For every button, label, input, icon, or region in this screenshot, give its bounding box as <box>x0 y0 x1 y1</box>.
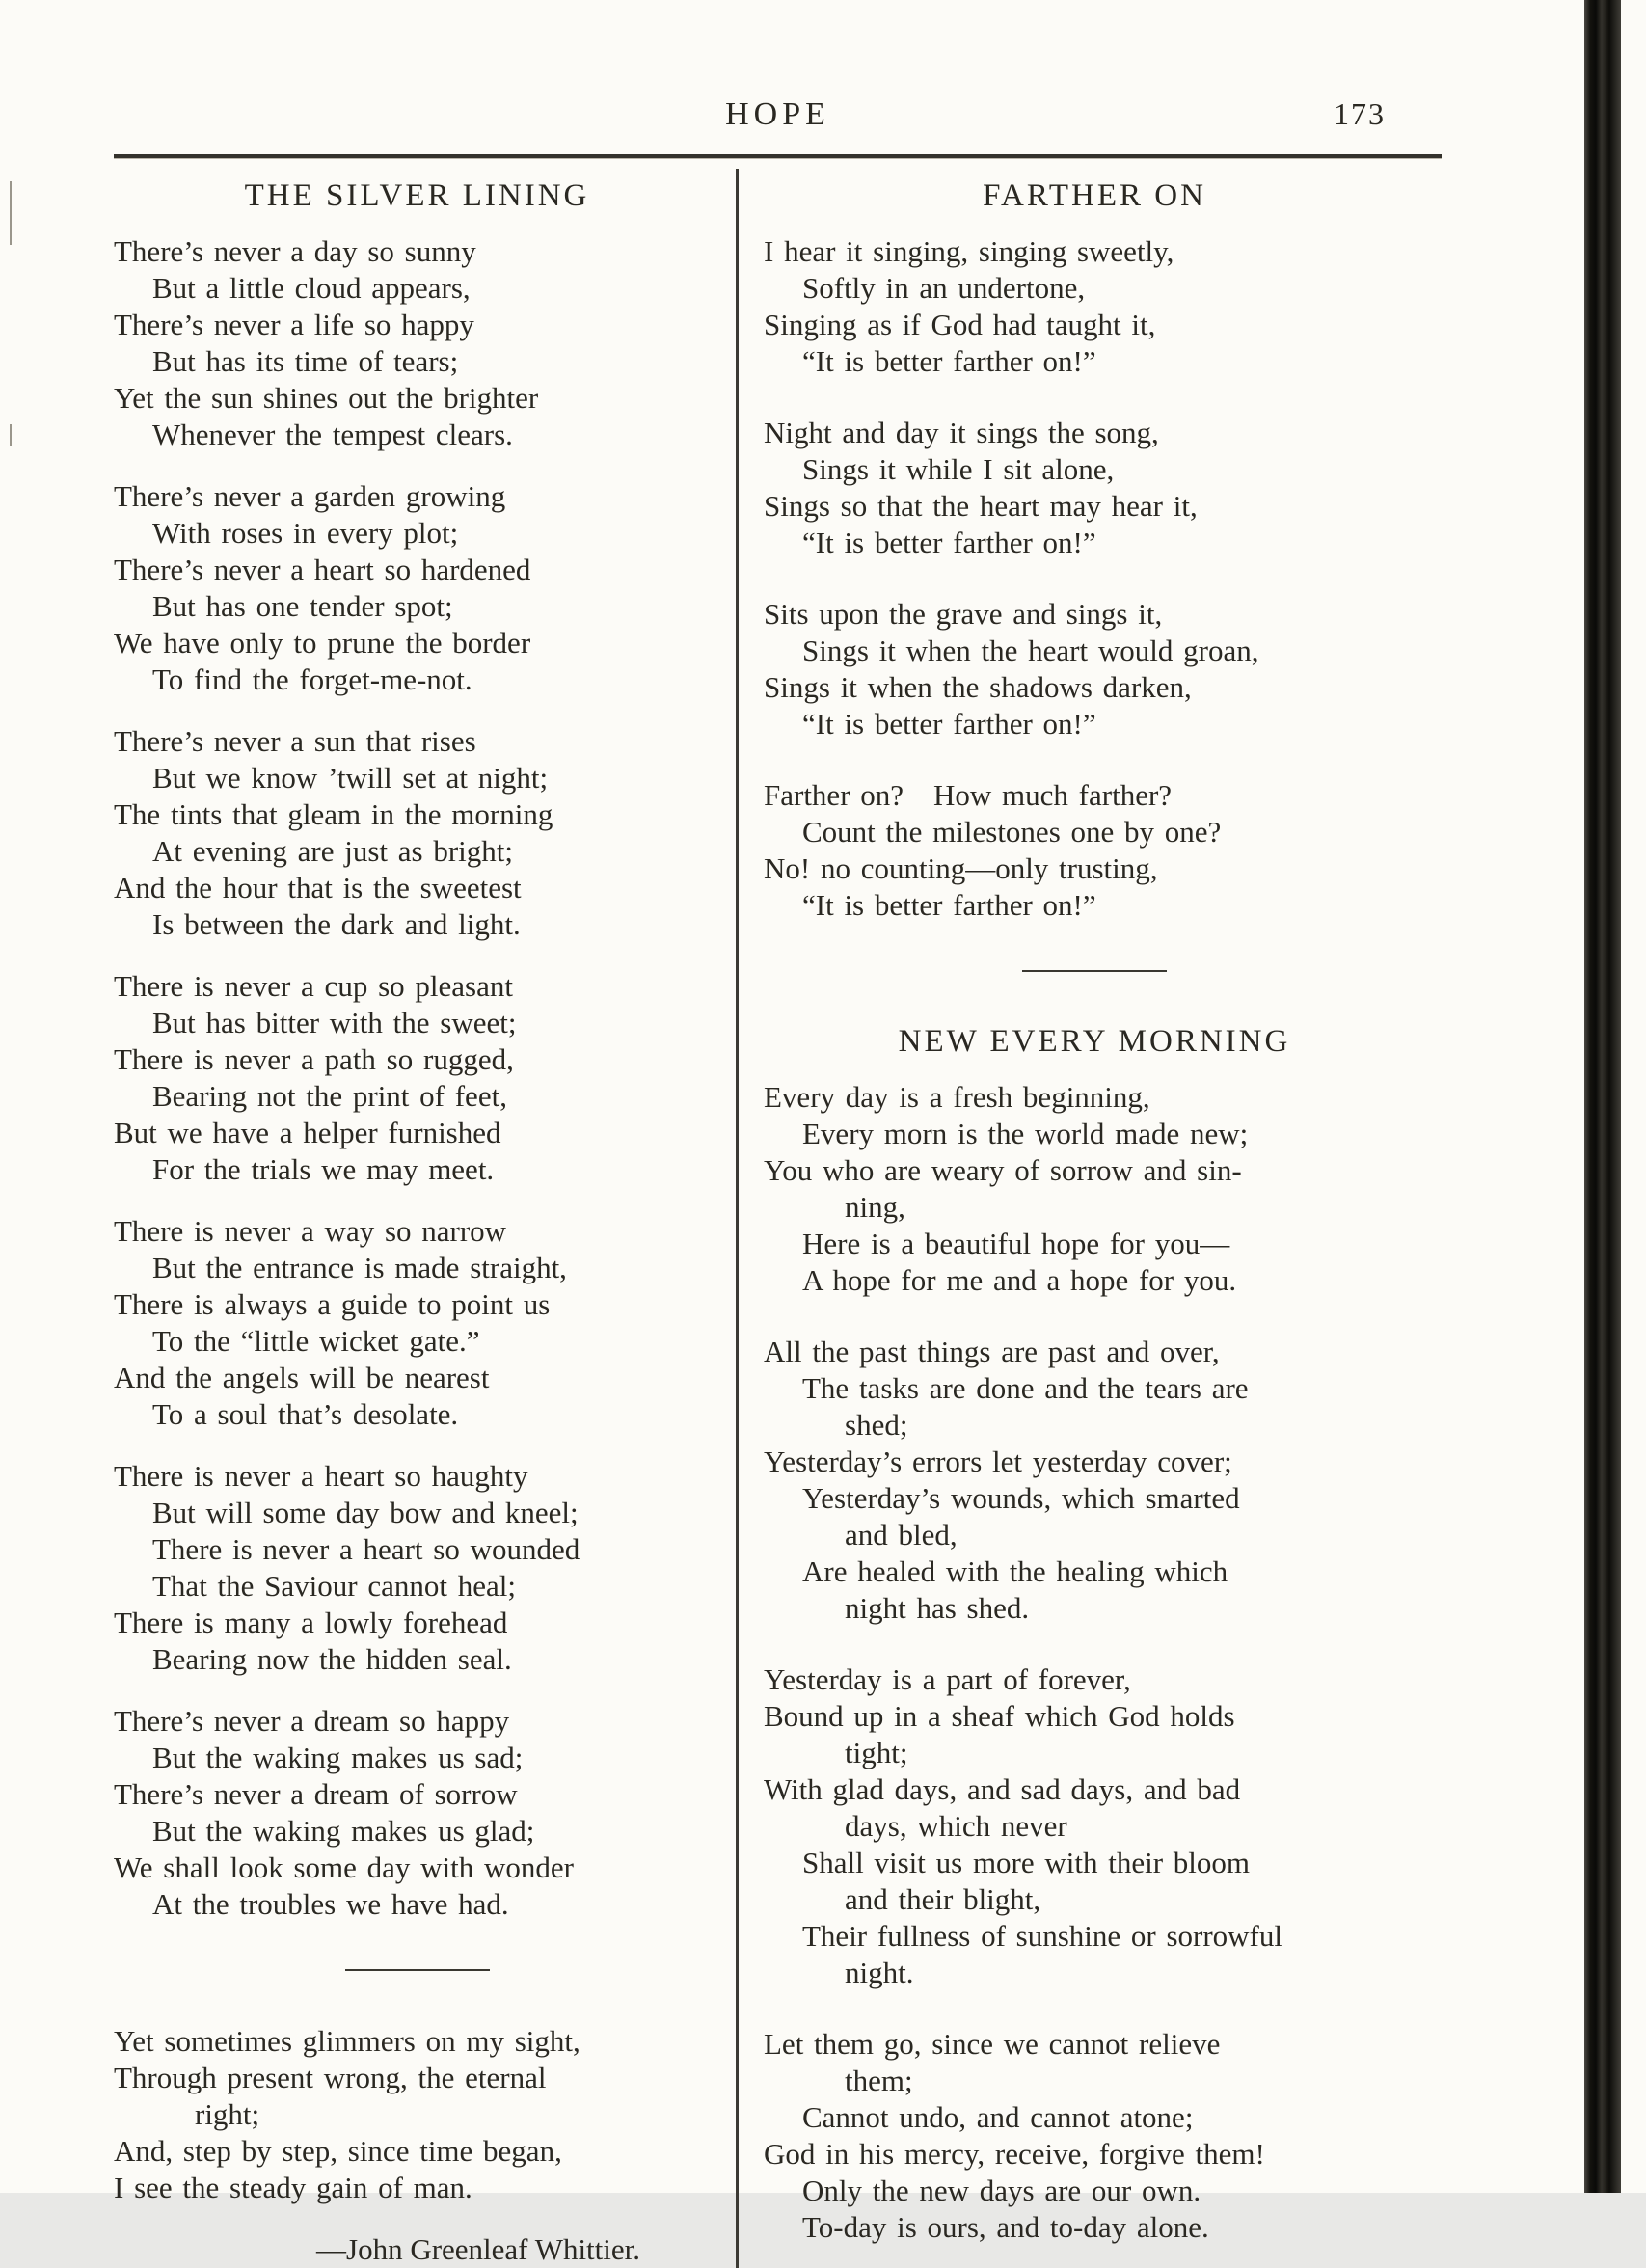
verse-line: But a little cloud appears, <box>152 271 471 305</box>
left-column <box>114 169 736 2268</box>
verse-line: Sings it when the heart would groan, <box>802 634 1259 667</box>
poem <box>764 1024 1425 2246</box>
verse-line: Their fullness of sunshine or sorrowful <box>802 1919 1282 1953</box>
verse-line: There is many a lowly forehead <box>114 1606 508 1639</box>
verse-line: I hear it singing, singing sweetly, <box>764 234 1174 268</box>
verse-line: Bound up in a sheaf which God holds <box>764 1699 1235 1733</box>
text-columns <box>114 169 1442 2268</box>
verse-line: Through present wrong, the eternal <box>114 2061 547 2094</box>
verse-line: You who are weary of sorrow and sin- <box>764 1153 1242 1187</box>
poem-title: FARTHER ON <box>983 178 1206 213</box>
verse-line: A hope for me and a hope for you. <box>802 1263 1237 1297</box>
verse-line: And the angels will be nearest <box>114 1361 490 1394</box>
verse-line: There’s never a heart so hardened <box>114 553 531 586</box>
verse-line: There’s never a life so happy <box>114 308 474 341</box>
verse-line: And the hour that is the sweetest <box>114 871 522 904</box>
verse-line: There’s never a dream so happy <box>114 1704 510 1738</box>
stanza <box>764 415 1425 561</box>
verse-line: Let them go, since we cannot relieve <box>764 2027 1221 2061</box>
verse-line: Count the milestones one by one? <box>802 815 1222 849</box>
stanza <box>114 2023 720 2206</box>
verse-line: There is never a cup so pleasant <box>114 969 513 1003</box>
stanza <box>114 478 720 698</box>
verse-line: The tasks are done and the tears are <box>802 1371 1249 1405</box>
verse-line: “It is better farther on!” <box>802 888 1096 922</box>
verse-line: Sings so that the heart may hear it, <box>764 489 1198 523</box>
stanza <box>764 1661 1425 1991</box>
poem <box>114 178 720 1923</box>
verse-line: Every day is a fresh beginning, <box>764 1080 1150 1114</box>
verse-line: But will some day bow and kneel; <box>152 1496 579 1529</box>
verse-line: Yesterday is a part of forever, <box>764 1662 1131 1696</box>
verse-line: Singing as if God had taught it, <box>764 308 1156 341</box>
verse-line: Yesterday’s wounds, which smarted <box>802 1481 1240 1515</box>
verse-line: God in his mercy, receive, forgive them! <box>764 2137 1265 2171</box>
verse-line: There is never a heart so wounded <box>152 1532 580 1566</box>
verse-line: We shall look some day with wonder <box>114 1850 574 1884</box>
verse-line: Only the new days are our own. <box>802 2174 1201 2207</box>
verse-line: Cannot undo, and cannot atone; <box>802 2100 1194 2134</box>
verse-line: “It is better farther on!” <box>802 344 1096 378</box>
verse-line: But has its time of tears; <box>152 344 459 378</box>
verse-line: There’s never a garden growing <box>114 479 506 513</box>
header-rule <box>114 154 1442 159</box>
verse-line: To the “little wicket gate.” <box>152 1324 480 1358</box>
running-title: HOPE <box>725 96 830 132</box>
verse-line: All the past things are past and over, <box>764 1335 1220 1368</box>
verse-line: shed; <box>845 1408 908 1442</box>
verse-line: But has bitter with the sweet; <box>152 1006 517 1040</box>
verse-line: Every morn is the world made new; <box>802 1117 1249 1150</box>
stanza <box>764 596 1425 742</box>
verse-line: But the waking makes us sad; <box>152 1741 524 1774</box>
verse-line: There is never a heart so haughty <box>114 1459 528 1493</box>
verse-line: We have only to prune the border <box>114 626 531 660</box>
verse-line: But we have a helper furnished <box>114 1116 501 1149</box>
verse-line: Yesterday’s errors let yesterday cover; <box>764 1444 1232 1478</box>
verse-line: There’s never a day so sunny <box>114 234 476 268</box>
verse-line: Farther on? How much farther? <box>764 778 1173 812</box>
verse-line: That the Saviour cannot heal; <box>152 1569 516 1603</box>
page-number: 173 <box>1334 96 1386 131</box>
verse-line: and their blight, <box>845 1882 1041 1916</box>
verse-line: At the troubles we have had. <box>152 1887 509 1921</box>
verse-line: There is never a path so rugged, <box>114 1042 514 1076</box>
verse-line: For the trials we may meet. <box>152 1152 495 1186</box>
stanza <box>114 1703 720 1923</box>
section-divider <box>345 1969 490 1971</box>
verse-line: To find the forget-me-not. <box>152 662 472 696</box>
verse-line: Is between the dark and light. <box>152 907 521 941</box>
verse-line: them; <box>845 2064 913 2097</box>
poem-attribution: —John Greenleaf Whittier. <box>316 2232 641 2266</box>
right-column <box>739 169 1425 2268</box>
verse-line: Sings it while I sit alone, <box>802 452 1115 486</box>
verse-line: ning, <box>845 1190 905 1224</box>
verse-line: Softly in an undertone, <box>802 271 1086 305</box>
stanza <box>764 777 1425 924</box>
verse-line: With roses in every plot; <box>152 516 459 550</box>
verse-line: At evening are just as bright; <box>152 834 513 868</box>
verse-line: And, step by step, since time began, <box>114 2134 562 2168</box>
verse-line: Are healed with the healing which <box>802 1554 1228 1588</box>
verse-line: Bearing now the hidden seal. <box>152 1642 512 1676</box>
poem <box>764 178 1425 924</box>
verse-line: To a soul that’s desolate. <box>152 1397 459 1431</box>
verse-line: But the waking makes us glad; <box>152 1814 535 1848</box>
stanza <box>764 1079 1425 1299</box>
verse-line: night has shed. <box>845 1591 1030 1625</box>
verse-line: But we know ’twill set at night; <box>152 761 549 795</box>
verse-line: I see the steady gain of man. <box>114 2171 472 2204</box>
verse-line: “It is better farther on!” <box>802 707 1096 741</box>
verse-line: The tints that gleam in the morning <box>114 797 553 831</box>
verse-line: Sings it when the shadows darken, <box>764 670 1192 704</box>
verse-line: There’s never a sun that rises <box>114 724 476 758</box>
verse-line: But has one tender spot; <box>152 589 453 623</box>
verse-line: There is never a way so narrow <box>114 1214 507 1248</box>
stanza <box>114 723 720 943</box>
verse-line: Bearing not the print of feet, <box>152 1079 507 1113</box>
verse-line: days, which never <box>845 1809 1067 1843</box>
stanza <box>114 1458 720 1678</box>
verse-line: night. <box>845 1956 914 1989</box>
verse-line: Yet the sun shines out the brighter <box>114 381 539 415</box>
verse-line: tight; <box>845 1736 908 1769</box>
stanza <box>764 1334 1425 1627</box>
verse-line: Sits upon the grave and sings it, <box>764 597 1163 631</box>
verse-line: No! no counting—only trusting, <box>764 851 1158 885</box>
stanza <box>764 233 1425 380</box>
book-binding-shadow <box>1584 0 1621 2193</box>
poem-title: THE SILVER LINING <box>244 178 590 213</box>
stanza <box>114 1213 720 1433</box>
verse-line: Here is a beautiful hope for you— <box>802 1227 1230 1260</box>
poem <box>114 2023 720 2268</box>
page-header <box>114 96 1442 141</box>
verse-line: There’s never a dream of sorrow <box>114 1777 518 1811</box>
verse-line: With glad days, and sad days, and bad <box>764 1772 1241 1806</box>
verse-line: But the entrance is made straight, <box>152 1251 567 1284</box>
verse-line: Shall visit us more with their bloom <box>802 1846 1251 1879</box>
stanza <box>764 2026 1425 2246</box>
verse-line: To-day is ours, and to-day alone. <box>802 2210 1209 2244</box>
stanza <box>114 968 720 1188</box>
verse-line: Night and day it sings the song, <box>764 416 1159 449</box>
verse-line: and bled, <box>845 1518 958 1552</box>
verse-line: Yet sometimes glimmers on my sight, <box>114 2024 580 2058</box>
verse-line: “It is better farther on!” <box>802 526 1096 559</box>
verse-line: right; <box>195 2097 260 2131</box>
verse-line: Whenever the tempest clears. <box>152 418 513 451</box>
poem-title: NEW EVERY MORNING <box>898 1024 1291 1059</box>
stanza <box>114 233 720 453</box>
section-divider <box>1022 970 1167 972</box>
verse-line: There is always a guide to point us <box>114 1287 551 1321</box>
